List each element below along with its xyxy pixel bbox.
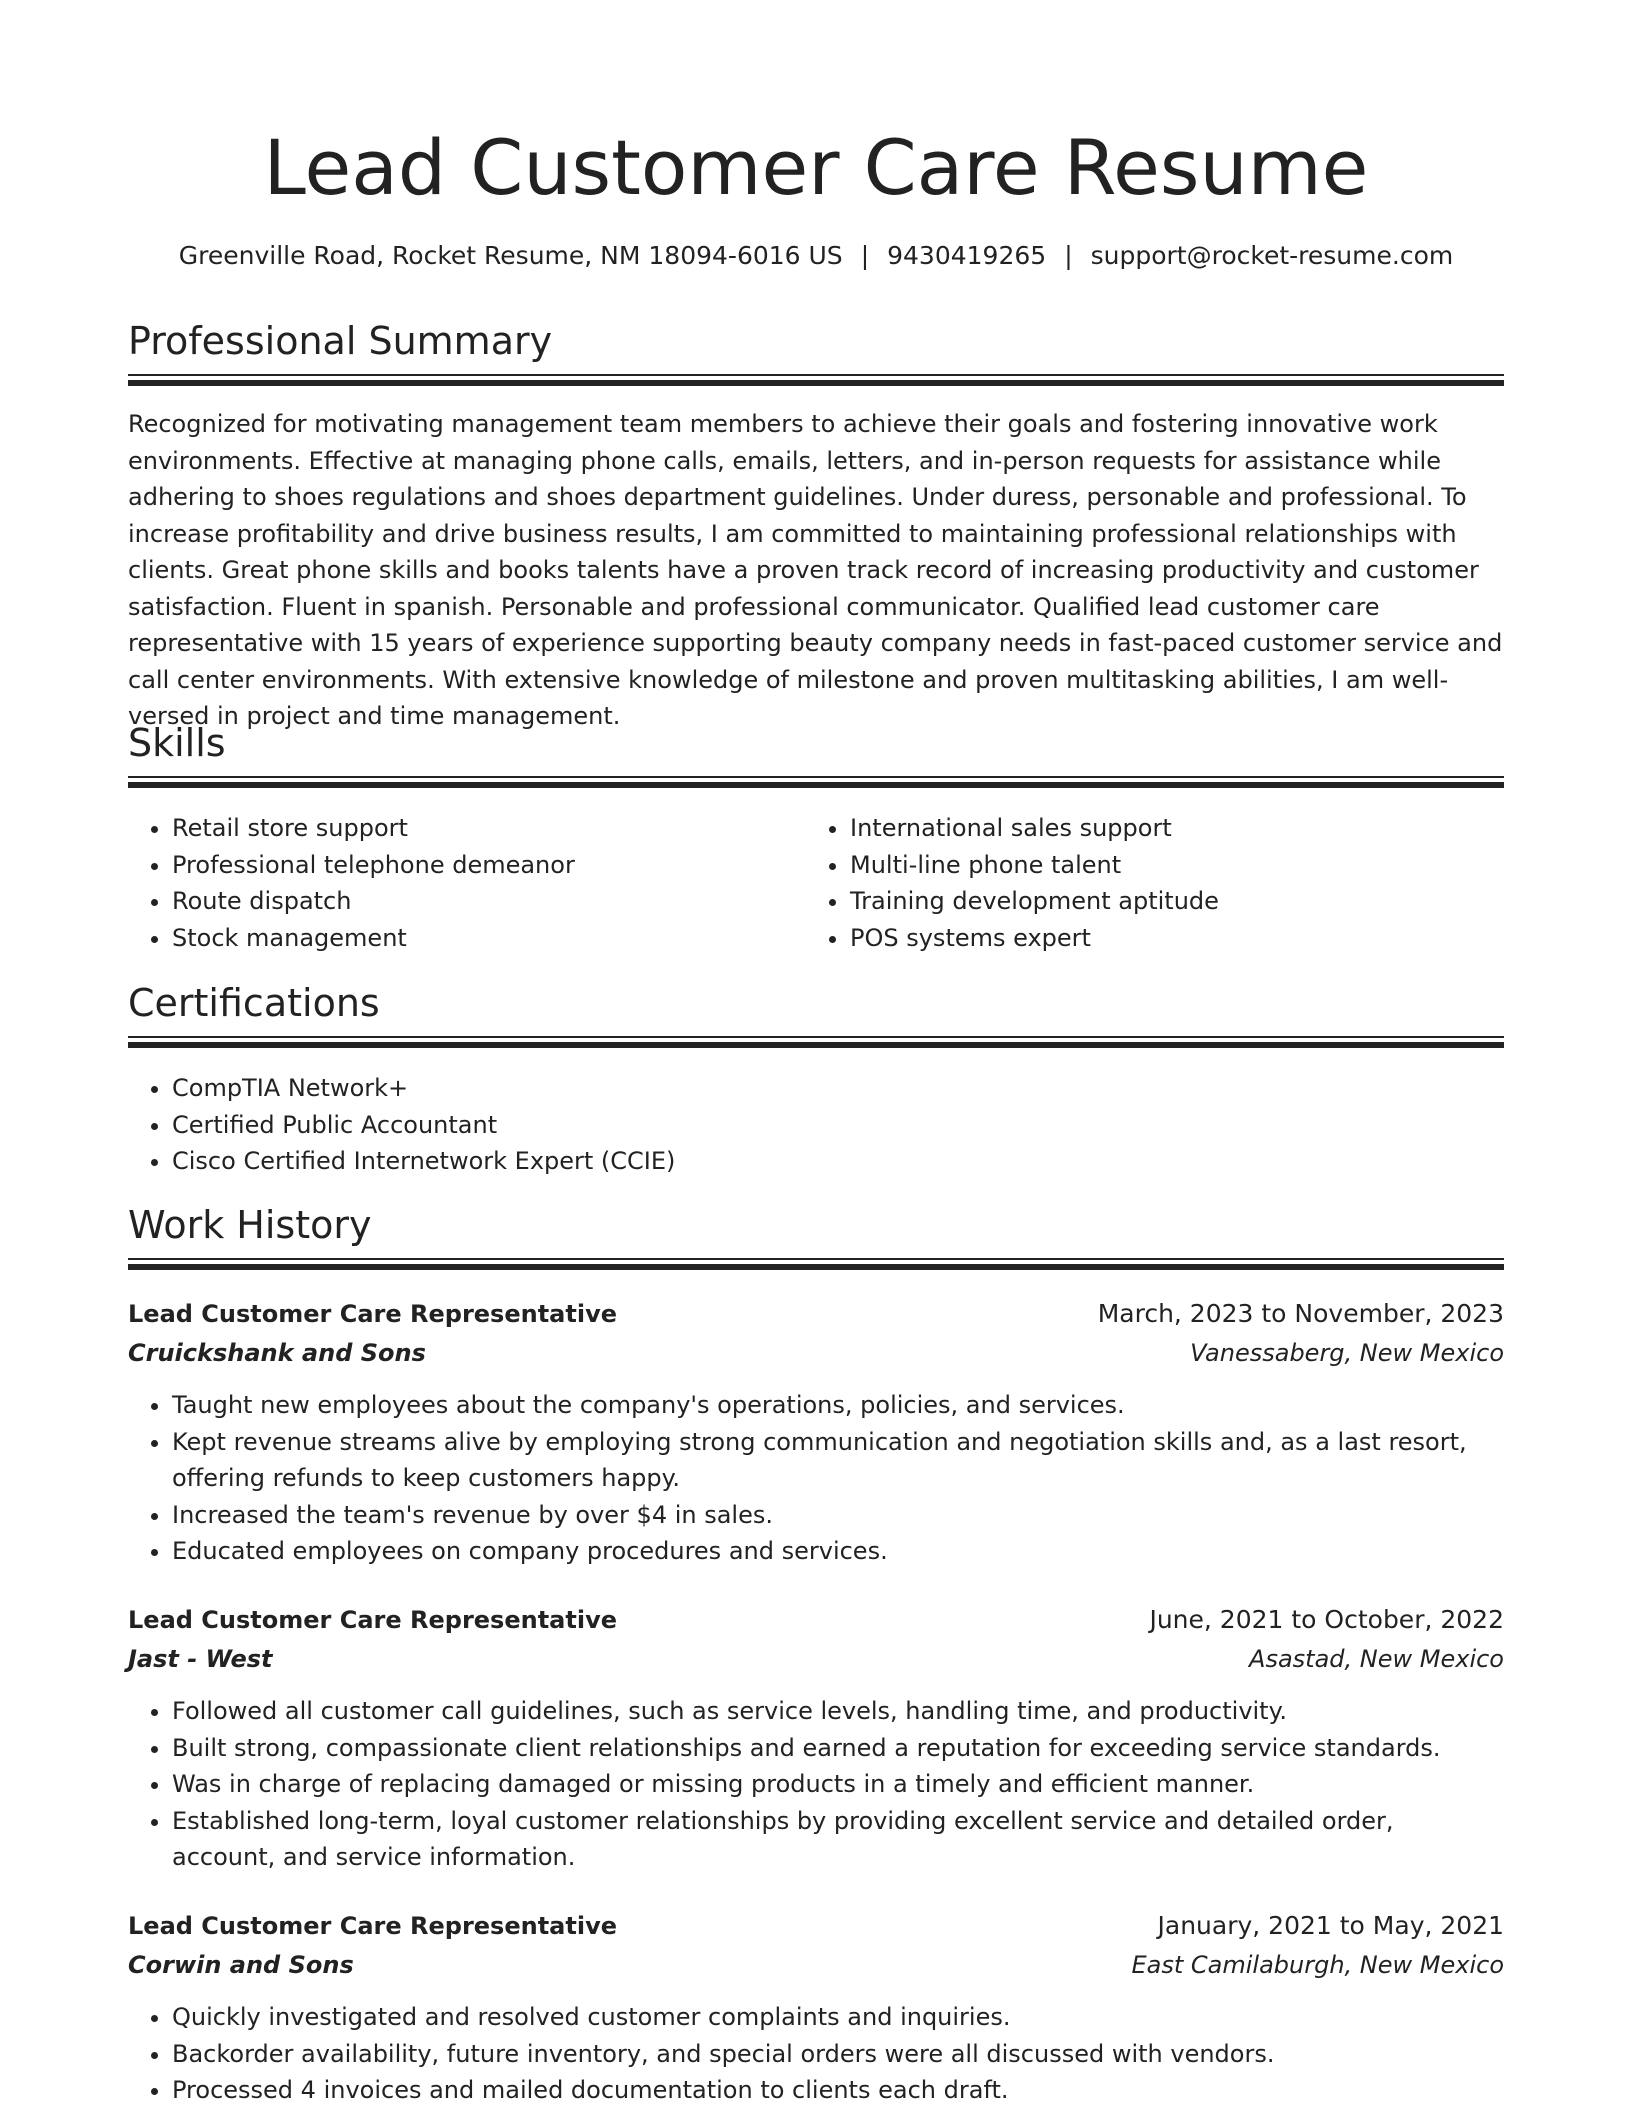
job-bullets [128,1693,1504,1876]
job-bullet: • Backorder availability, future inventory, and special orders were all discussed with vendors. [172,2036,1504,2073]
certification-item: • CompTIA Network+ [172,1070,1504,1107]
job-title: Lead Customer Care Representative [128,1300,617,1328]
section-divider [128,1036,1504,1048]
contact-address: Greenville Road, Rocket Resume, NM 18094-6016 US [178,241,843,270]
job-title: Lead Customer Care Representative [128,1912,617,1940]
skill-item: • Multi-line phone talent [850,847,1500,884]
job-bullet: • Kept revenue streams alive by employing strong communication and negotiation skills and, as a last resort, offering refunds to keep customers happy. [172,1424,1504,1497]
skill-item: • Route dispatch [172,883,772,920]
section-divider [128,374,1504,386]
certification-item: • Cisco Certified Internetwork Expert (CCIE) [172,1143,1504,1180]
job-bullet: • Taught new employees about the company's operations, policies, and services. [172,1387,1504,1424]
skill-item: • Professional telephone demeanor [172,847,772,884]
certification-item: • Certified Public Accountant [172,1107,1504,1144]
summary-text: Recognized for motivating management team members to achieve their goals and fostering innovative work environments. Effective at managing phone calls, emails, letters, and in-person requests for assistance while adhering to shoes regulations and shoes department guidelines. Under duress, personable and professional. To increase profitability and drive business results, I am committed to maintaining professional relationships with clients. Great phone skills and books talents have a proven track record of increasing productivity and customer satisfaction. Fluent in spanish. Personable and professional communicator. Qualified lead customer care representative with 15 years of experience supporting beauty company needs in fast-paced customer service and call center environments. With extensive knowledge of milestone and proven multitasking abilities, I am well-versed in project and time management. [128,410,1503,730]
job-bullets [128,1387,1504,1570]
job-bullet: • Quickly investigated and resolved customer complaints and inquiries. [172,1999,1504,2036]
work-history-heading: Work History [128,1203,372,1247]
job-company: Cruickshank and Sons [128,1339,426,1367]
job-company: Corwin and Sons [128,1951,354,1979]
skill-item: • Retail store support [172,810,772,847]
skill-item: • International sales support [850,810,1500,847]
contact-separator: | [1064,241,1073,270]
skill-item: • Stock management [172,920,772,957]
job-dates: March, 2023 to November, 2023 [1097,1299,1504,1328]
job-bullet: • Followed all customer call guidelines, such as service levels, handling time, and productivity. [172,1693,1504,1730]
skills-list-right [806,810,1500,956]
job-bullet: • Built strong, compassionate client relationships and earned a reputation for exceeding service standards. [172,1730,1504,1767]
job-dates: June, 2021 to October, 2022 [1149,1605,1504,1634]
job-dates: January, 2021 to May, 2021 [1157,1911,1504,1940]
certifications-heading: Certifications [128,981,380,1025]
contact-separator: | [860,241,870,270]
job-location: Asastad, New Mexico [1249,1645,1504,1673]
summary-heading: Professional Summary [128,319,553,363]
skills-list-left [128,810,772,956]
job-bullet: • Processed 4 invoices and mailed documentation to clients each draft. [172,2072,1504,2109]
job-location: East Camilaburgh, New Mexico [1131,1951,1504,1979]
job-bullets [128,1999,1504,2109]
section-divider [128,776,1504,788]
job-bullet: • Was in charge of replacing damaged or missing products in a timely and efficient manner. [172,1766,1504,1803]
page-title: Lead Customer Care Resume [263,123,1369,212]
job-bullet: • Educated employees on company procedures and services. [172,1533,1504,1570]
job-bullet: • Established long-term, loyal customer relationships by providing excellent service and detailed order, account, and service information. [172,1803,1504,1876]
job-title: Lead Customer Care Representative [128,1606,617,1634]
certifications-list [128,1070,1504,1180]
skill-item: • Training development aptitude [850,883,1500,920]
contact-email: support@rocket-resume.com [1090,241,1454,270]
section-divider [128,1258,1504,1270]
job-location: Vanessaberg, New Mexico [1190,1339,1504,1367]
skills-heading: Skills [128,721,226,765]
contact-phone: 9430419265 [887,241,1047,270]
contact-line [0,236,1632,276]
skill-item: • POS systems expert [850,920,1500,957]
job-bullet: • Increased the team's revenue by over $4 in sales. [172,1497,1504,1534]
job-company: Jast - West [128,1645,273,1673]
